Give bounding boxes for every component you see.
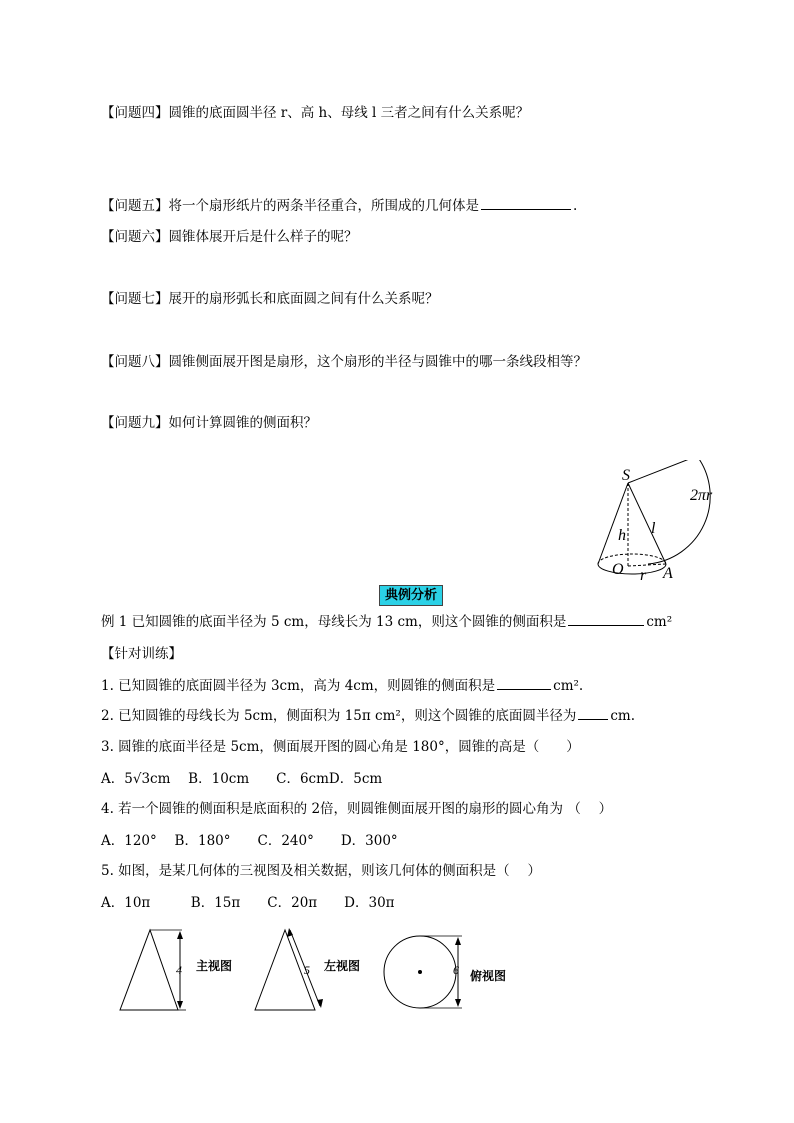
- label-point: A: [663, 565, 673, 582]
- item-3-options: A．5√3cm B．10cm C．6cmD．5cm: [101, 771, 383, 787]
- answer-blank: [497, 677, 551, 690]
- example-1-text: 例 1 已知圆锥的底面半径为 5 cm，母线长为 13 cm，则这个圆锥的侧面积是: [101, 614, 567, 630]
- question-7: 【问题七】展开的扇形弧长和底面圆之间有什么关系呢？: [101, 291, 439, 307]
- cone-sector-figure: [590, 460, 730, 585]
- left-value: 5: [304, 963, 310, 977]
- section-heading: 典例分析: [379, 585, 443, 606]
- item-5-options: A．10π B．15π C．20π D．30π: [101, 895, 395, 911]
- three-views-figure: [110, 922, 510, 1022]
- item-1-text: 1. 已知圆锥的底面圆半径为 3cm，高为 4cm，则圆锥的侧面积是: [101, 678, 496, 694]
- top-label: 俯视图: [470, 969, 507, 983]
- front-arrow-down: [177, 1001, 183, 1009]
- cone-right-slant: [628, 483, 666, 564]
- question-5-end: .: [573, 198, 578, 214]
- question-6: 【问题六】圆锥体展开后是什么样子的呢？: [101, 229, 358, 245]
- item-4: 4. 若一个圆锥的侧面积是底面积的 2倍，则圆锥侧面展开图的扇形的圆心角为 （ ）: [101, 801, 613, 817]
- question-8: 【问题八】圆锥侧面展开图是扇形，这个扇形的半径与圆锥中的哪一条线段相等？: [101, 354, 587, 370]
- label-height: h: [618, 527, 626, 544]
- top-value: 6: [453, 963, 459, 977]
- front-label: 主视图: [196, 959, 233, 973]
- label-arc: 2πr: [690, 487, 713, 504]
- label-slant: l: [651, 520, 656, 537]
- front-arrow-up: [177, 931, 183, 939]
- training-heading: 【针对训练】: [101, 646, 182, 662]
- item-2-unit: cm.: [610, 708, 635, 724]
- left-arrow-down: [317, 999, 323, 1008]
- left-label: 左视图: [324, 959, 361, 973]
- top-arrow-down: [455, 999, 461, 1007]
- label-center: O: [612, 561, 624, 578]
- question-5: [101, 197, 577, 215]
- item-1-unit: cm².: [553, 678, 584, 694]
- front-value: 4: [176, 963, 182, 977]
- answer-blank: [481, 197, 571, 210]
- item-2-text: 2. 已知圆锥的母线长为 5cm，侧面积为 15π cm²，则这个圆锥的底面圆半径为: [101, 708, 577, 724]
- item-5: 5. 如图，是某几何体的三视图及相关数据，则该几何体的侧面积是（ ）: [101, 863, 541, 879]
- top-arrow-up: [455, 937, 461, 945]
- answer-blank: [568, 613, 644, 626]
- question-4: 【问题四】圆锥的底面圆半径 r、高 h、母线 l 三者之间有什么关系呢？: [101, 105, 530, 121]
- question-5-text: 【问题五】将一个扇形纸片的两条半径重合，所围成的几何体是: [101, 198, 479, 214]
- top-view-center: [418, 970, 422, 974]
- question-9: 【问题九】如何计算圆锥的侧面积？: [101, 415, 317, 431]
- cone-left-slant: [598, 483, 628, 564]
- label-radius: r: [640, 567, 647, 584]
- label-apex: S: [622, 467, 630, 484]
- example-1: [101, 613, 672, 631]
- sector-outline: [628, 460, 710, 564]
- answer-blank: [578, 707, 608, 720]
- cone-base-front: [598, 564, 666, 574]
- item-2: [101, 707, 635, 725]
- cone-radius-line: [628, 564, 666, 566]
- example-1-unit: cm²: [646, 614, 673, 630]
- item-1: [101, 677, 583, 695]
- item-4-options: A．120° B．180° C．240° D．300°: [101, 833, 398, 849]
- front-view-triangle: [120, 930, 178, 1010]
- item-3: 3. 圆锥的底面半径是 5cm，侧面展开图的圆心角是 180°，圆锥的高是（ ）: [101, 739, 580, 755]
